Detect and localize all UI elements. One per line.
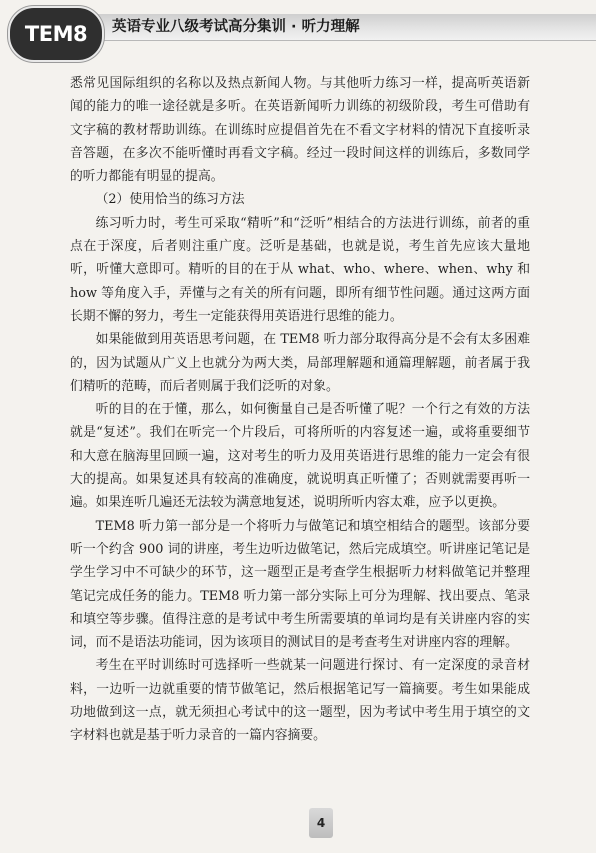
paragraph: 听的目的在于懂，那么，如何衡量自己是否听懂了呢？一个行之有效的方法就是“复述”。我们在听完一个片段后，可将所听的内容复述一遍，或将重要细节和大意在脑海里回顾一遍，这对考生的听力及用英语进行思维的能力一定会有很大的提高。如果复述具有较高的准确度，就说明真正听懂了；否则就需要再听一遍。如果连听几遍还无法较为满意地复述，说明所听内容太难，应予以更换。 xyxy=(70,402,530,511)
paragraph: TEM8 听力第一部分是一个将听力与做笔记和填空相结合的题型。该部分要听一个约含 900 词的讲座，考生边听边做笔记，然后完成填空。听讲座记笔记是学生学习中不可缺少的环节，这一题型正是考查学生根据听力材料做笔记并整理笔记完成任务的能力。TEM8 听力第一部分实际上可分为理解、找出要点、笔录和填空等步骤。值得注意的是考试中考生所需要填的单词均是有关讲座内容的实词，而不是语法功能词，因为该项目的测试目的是考查考生对讲座内容的理解。 xyxy=(70,518,530,651)
page-body xyxy=(70,72,530,748)
paragraph: 如果能做到用英语思考问题，在 TEM8 听力部分取得高分是不会有太多困难的，因为试题从广义上也就分为两大类，局部理解题和通篇理解题，前者属于我们精听的范畴，而后者则属于我们泛听的对象。 xyxy=(70,332,530,394)
paragraph: 练习听力时，考生可采取“精听”和“泛听”相结合的方法进行训练，前者的重点在于深度，后者则注重广度。泛听是基础，也就是说，考生首先应该大量地听，听懂大意即可。精听的目的在于从 what、who、where、when、why 和 how 等角度入手，弄懂与之有关的所有问题，即所有细节性问题。通过这两方面长期不懈的努力，考生一定能获得用英语进行思维的能力。 xyxy=(70,215,530,324)
header-divider xyxy=(84,40,596,41)
tem8-badge xyxy=(8,6,104,62)
page-header xyxy=(0,0,596,66)
book-title: 英语专业八级考试高分集训 · 听力理解 xyxy=(112,19,360,35)
paragraph: 考生在平时训练时可选择听一些就某一问题进行探讨、有一定深度的录音材料，一边听一边就重要的情节做笔记，然后根据笔记写一篇摘要。考生如果能成功地做到这一点，就无须担心考试中的这一题型，因为考试中考生用于填空的文字材料也就是基于听力录音的一篇内容摘要。 xyxy=(70,658,530,744)
page-number: 4 xyxy=(309,808,333,838)
paragraph-continued: 悉常见国际组织的名称以及热点新闻人物。与其他听力练习一样，提高听英语新闻的能力的唯一途径就是多听。在英语新闻听力训练的初级阶段，考生可借助有文字稿的教材帮助训练。在训练时应提倡首先在不看文字材料的情况下直接听录音答题，在多次不能听懂时再看文字稿。经过一段时间这样的训练后，多数同学的听力都能有明显的提高。 xyxy=(70,76,530,185)
section-heading: （2）使用恰当的练习方法 xyxy=(95,192,245,208)
badge-text: TEM8 xyxy=(24,22,88,46)
